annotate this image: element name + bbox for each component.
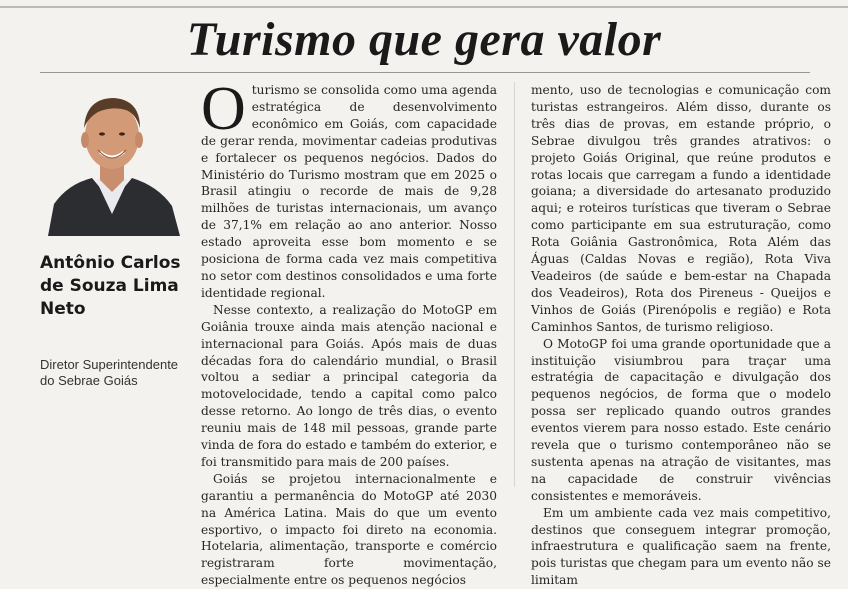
- author-name: Antônio Carlos de Souza Lima Neto: [40, 253, 181, 319]
- top-rule: [0, 6, 848, 8]
- drop-cap: O: [201, 75, 246, 143]
- author-role: Diretor Superintendente do Sebrae Goiás: [40, 357, 179, 388]
- article-paragraph: [201, 75, 497, 302]
- paragraph-text: turismo se consolida como uma agenda estratégica de desenvolvimento econômico em Goiás, com capacidade de gerar renda, movimentar cadeias produtivas e fortalecer os pequenos negócios. Dados do Ministério do Turismo mostram que em 2025 o Brasil atingiu o recorde de mais de 9,28 milhões de turistas internacionais, um avanço de 37,1% em relação ao ano anterior. Nosso estado aproveita esse bom momento e se posiciona de forma cada vez mais competitiva no setor com destinos consolidados e uma forte identidade regional.: [201, 83, 497, 300]
- article-column-2: [531, 82, 831, 588]
- article-paragraph: Goiás se projetou internacionalmente e garantiu a permanência do MotoGP até 2030 na América Latina. Mais do que um evento esportivo, o impacto foi direto na economia. Hotelaria, alimentação, transporte e comércio registraram forte movimentação, especialmente entre os pequenos negócios: [201, 471, 497, 588]
- article-paragraph: Em um ambiente cada vez mais competitivo, destinos que conseguem integrar promoção, infraestrutura e qualificação saem na frente, pois turistas que chegam para um evento não se limitam: [531, 505, 831, 588]
- article-paragraph: O MotoGP foi uma grande oportunidade que a instituição visiumbrou para traçar uma estratégia de capacitação e divulgação dos pequenos negócios, de forma que o modelo possa ser replicado quando outros grandes eventos vierem para nosso estado. Este cenário revela que o turismo contemporâneo não se sustenta apenas na atração de visitantes, mas na capacidade de construir vivências consistentes e memoráveis.: [531, 336, 831, 503]
- author-portrait-image: [40, 84, 186, 236]
- article-headline: Turismo que gera valor: [186, 13, 662, 66]
- headline-rule: [40, 72, 810, 73]
- article-paragraph: Nesse contexto, a realização do MotoGP em Goiânia trouxe ainda mais atenção nacional e internacional para Goiás. Após mais de duas décadas fora do calendário mundial, o Brasil voltou a sediar a principal categoria da motovelocidade, tendo a capital como palco desse retorno. Ao longo de três dias, o evento reuniu mais de 148 mil pessoas, grande parte vinda de fora do estado e também do exterior, e foi transmitido para mais de 200 países.: [201, 302, 497, 469]
- article-paragraph: mento, uso de tecnologias e comunicação com turistas estrangeiros. Além disso, durante os três dias de provas, em estande próprio, o Sebrae divulgou três grandes atrativos: o projeto Goiás Original, que reúne produtos e rotas locais que carregam a fundo a identidade goiana; a diversidade do artesanato produzido aqui; e roteiros turísticas que tiveram o Sebrae como participante em sua estruturação, como Rota Goiânia Gastronômica, Rota Além das Águas (Caldas Novas e região), Rota Viva Veadeiros (de saúde e bem-estar na Chapada dos Veadeiros), Rota dos Pireneus - Queijos e Vinhos de Goiás (Pirenópolis e região) e Rota Caminhos Santos, de turismo religioso.: [531, 83, 831, 334]
- author-photo: [40, 84, 186, 236]
- article-column-1: [201, 75, 497, 588]
- column-divider: [514, 82, 515, 487]
